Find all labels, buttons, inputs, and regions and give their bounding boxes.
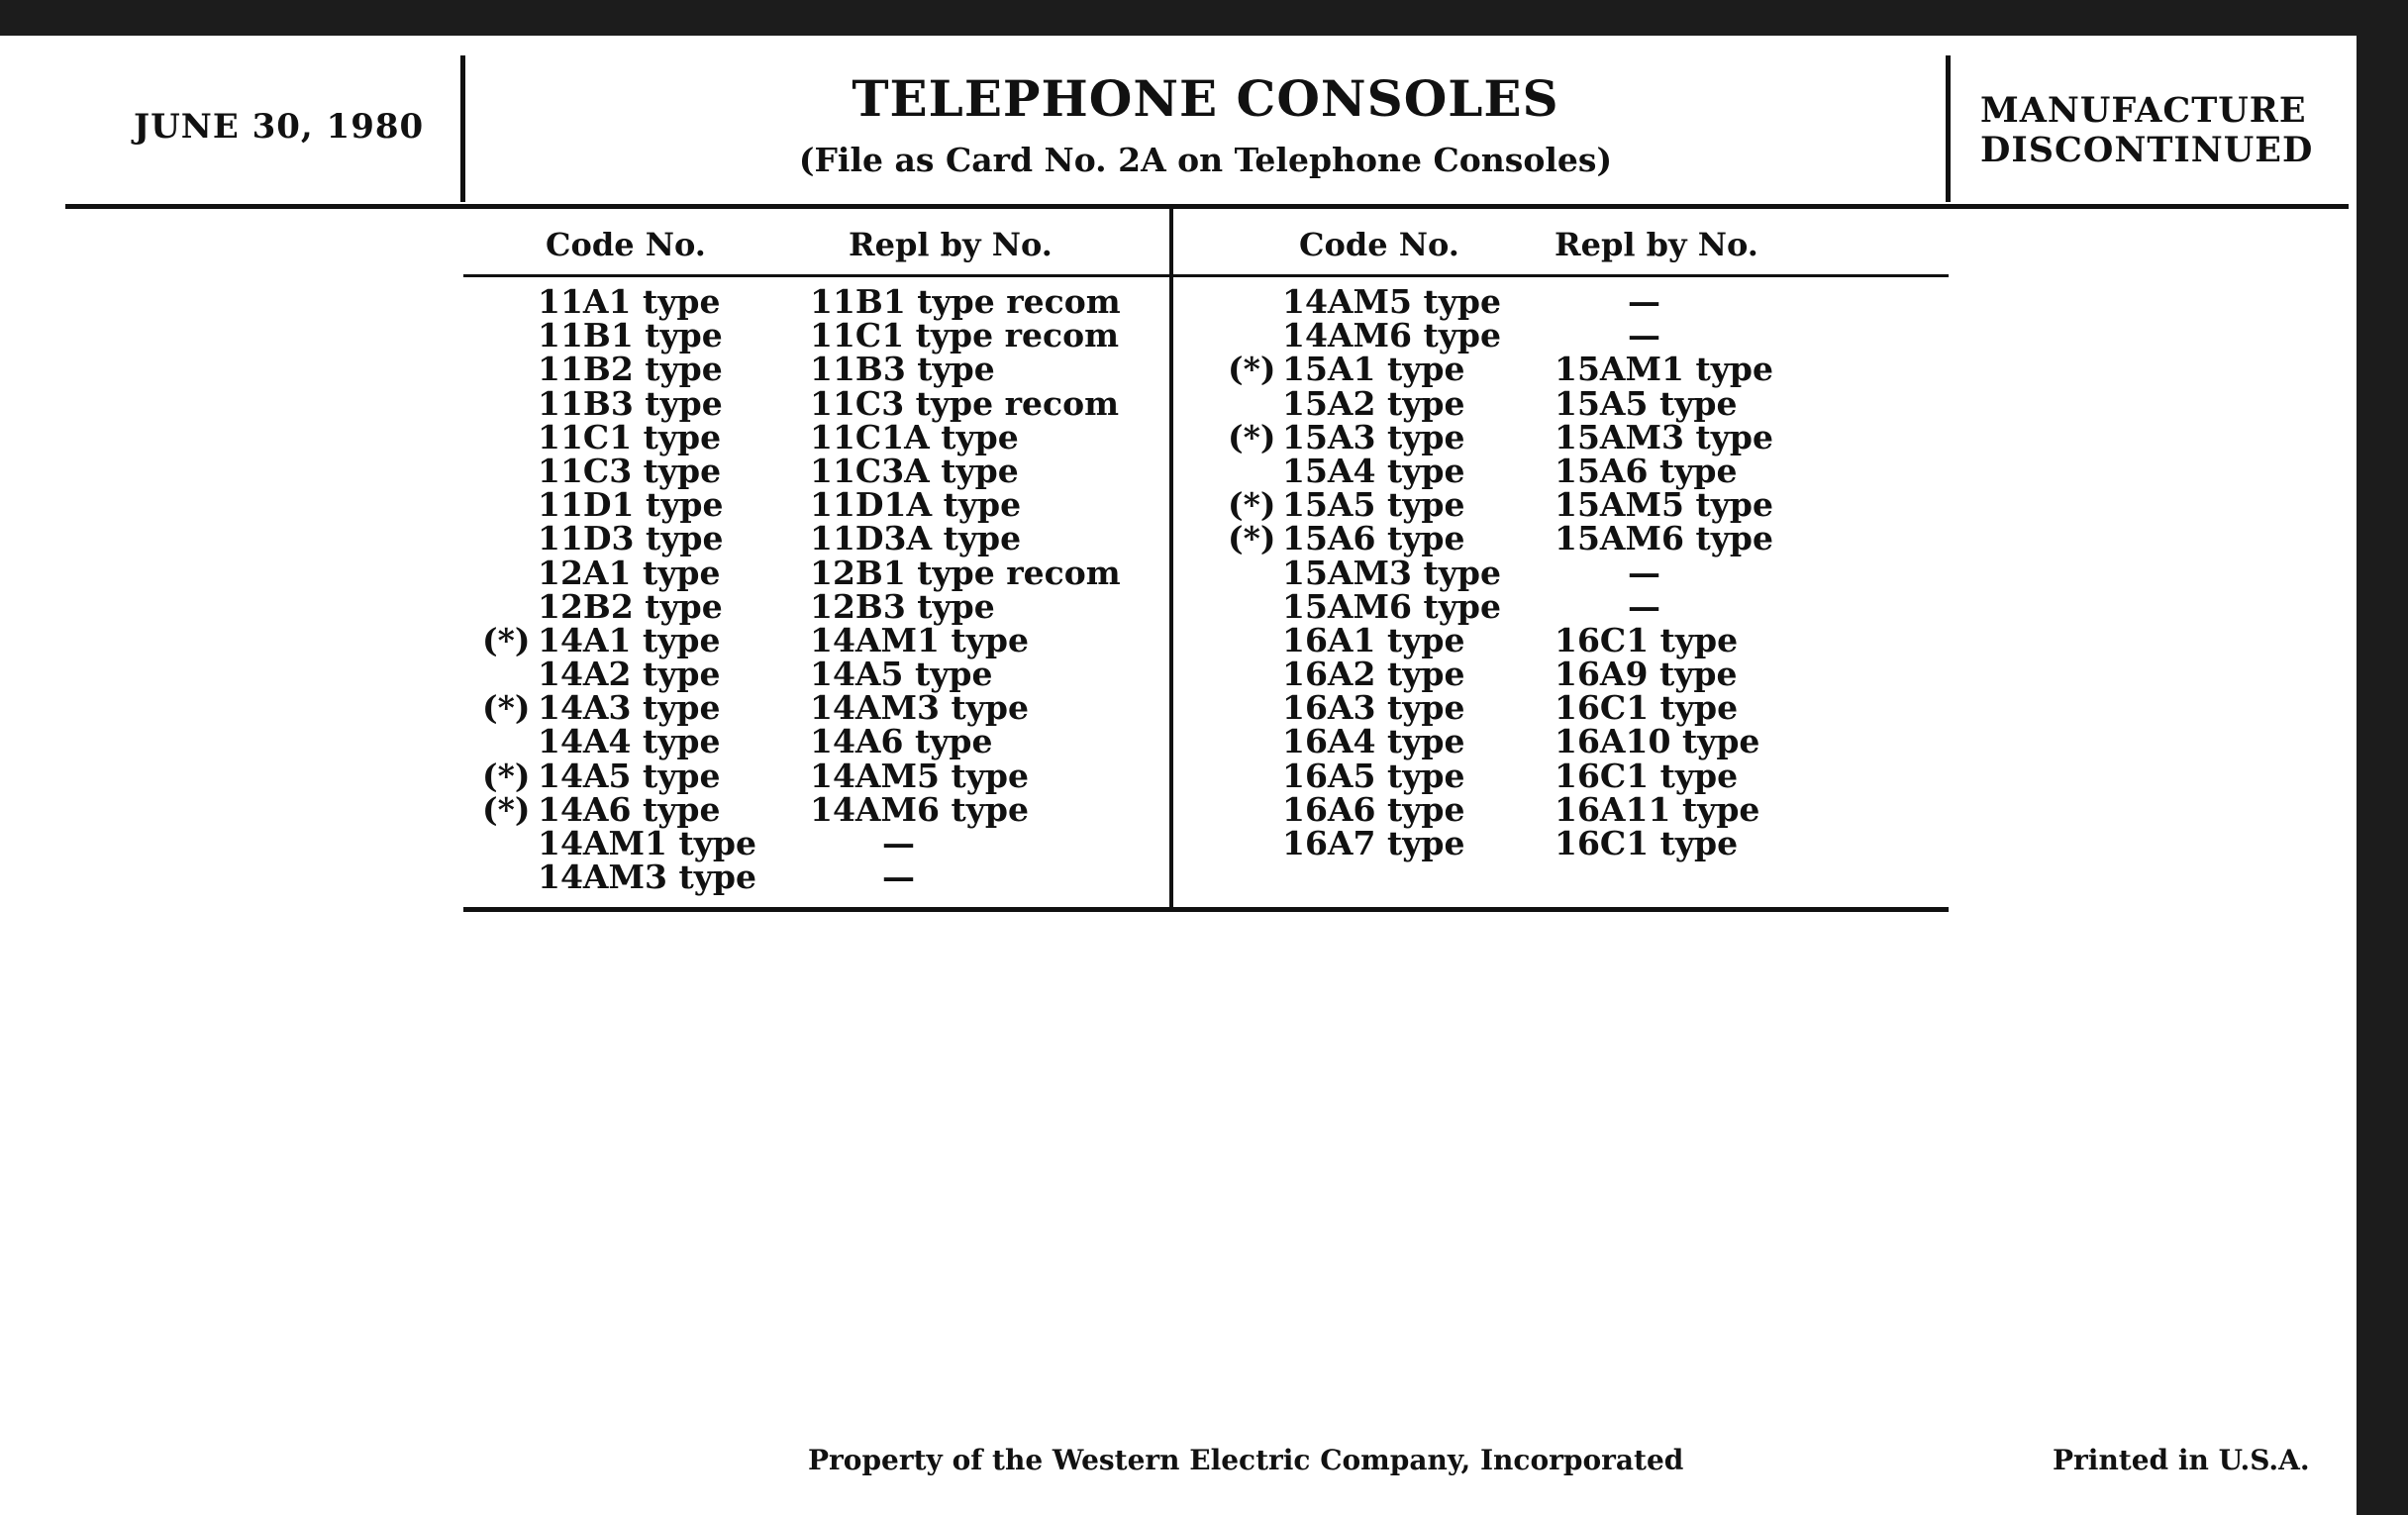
property-notice: Property of the Western Electric Company, Incorporated — [808, 1444, 1684, 1476]
replacement-number: 12B3 type — [810, 586, 995, 626]
code-number: 15AM6 type — [1282, 586, 1501, 626]
replacement-number: 11C1A type — [810, 417, 1019, 456]
replacement-number: — — [1628, 553, 1660, 592]
code-number: 16A7 type — [1282, 824, 1465, 862]
table-row — [0, 316, 2357, 355]
replacement-number: 11D3A type — [810, 519, 1022, 558]
code-number: 11C1 type — [538, 417, 722, 456]
replacement-number: 11B3 type — [810, 350, 995, 389]
table-row — [0, 586, 2357, 626]
replacement-number: 15AM1 type — [1555, 350, 1773, 389]
table-row — [0, 553, 2357, 592]
replacement-number: 14A5 type — [810, 655, 993, 694]
code-number: 15A6 type — [1282, 519, 1465, 558]
code-number: 15A5 type — [1282, 485, 1465, 525]
replacement-number: 14AM3 type — [810, 688, 1029, 728]
right-code-header: Code No. — [1299, 226, 1459, 263]
replacement-number: 14AM5 type — [810, 756, 1029, 795]
table-row — [0, 688, 2357, 728]
code-number: 11B2 type — [538, 350, 723, 389]
left-repl-header: Repl by No. — [849, 226, 1053, 263]
replacement-number: 14A6 type — [810, 722, 993, 761]
code-number: 16A3 type — [1282, 688, 1465, 728]
right-repl-header: Repl by No. — [1555, 226, 1758, 263]
code-number: 16A6 type — [1282, 789, 1465, 829]
code-number: 14AM5 type — [1282, 282, 1501, 321]
replacement-number: 14AM1 type — [810, 620, 1029, 659]
code-number: 11D1 type — [538, 485, 724, 525]
asterisk-mark: (*) — [1228, 417, 1276, 456]
code-number: 14AM3 type — [538, 858, 756, 897]
table-row — [0, 756, 2357, 795]
code-number: 14A5 type — [538, 756, 721, 795]
replacement-number: — — [1628, 316, 1660, 355]
status-line-1: MANUFACTURE — [1980, 90, 2307, 131]
page-subtitle: (File as Card No. 2A on Telephone Consoles) — [798, 141, 1613, 179]
replacement-number: 16A11 type — [1555, 789, 1760, 829]
code-number: 16A5 type — [1282, 756, 1465, 795]
document-card — [0, 36, 2357, 1515]
code-number: 11D3 type — [538, 519, 724, 558]
table-row — [0, 350, 2357, 389]
code-number: 14AM6 type — [1282, 316, 1501, 355]
table-row — [0, 620, 2357, 659]
header-divider-right — [1946, 55, 1951, 202]
replacement-number: — — [882, 824, 915, 862]
replacement-number: 16C1 type — [1555, 688, 1739, 728]
replacement-number: 11D1A type — [810, 485, 1022, 525]
replacement-number: 11B1 type recom — [810, 282, 1121, 321]
asterisk-mark: (*) — [482, 789, 531, 829]
code-number: 11C3 type — [538, 451, 722, 490]
code-number: 12A1 type — [538, 553, 721, 592]
issue-date: JUNE 30, 1980 — [134, 107, 425, 147]
replacement-number: — — [882, 858, 915, 897]
replacement-number: 15AM6 type — [1555, 519, 1773, 558]
code-number: 14AM1 type — [538, 824, 756, 862]
replacement-number: 16A10 type — [1555, 722, 1760, 761]
code-number: 14A4 type — [538, 722, 721, 761]
replacement-number: 14AM6 type — [810, 789, 1029, 829]
replacement-number: 15A5 type — [1555, 383, 1738, 423]
left-code-header: Code No. — [546, 226, 706, 263]
code-number: 14A3 type — [538, 688, 721, 728]
table-row — [0, 417, 2357, 456]
table-row — [0, 789, 2357, 829]
code-number: 14A1 type — [538, 620, 721, 659]
table-row — [0, 282, 2357, 321]
code-number: 12B2 type — [538, 586, 723, 626]
replacement-number: 16A9 type — [1555, 655, 1738, 694]
table-row — [0, 451, 2357, 490]
table-row — [0, 655, 2357, 694]
replacement-number: 15A6 type — [1555, 451, 1738, 490]
table-row — [0, 485, 2357, 525]
code-number: 15AM3 type — [1282, 553, 1501, 592]
printed-notice: Printed in U.S.A. — [2053, 1444, 2310, 1476]
asterisk-mark: (*) — [482, 688, 531, 728]
table-row — [0, 722, 2357, 761]
header-rule — [65, 204, 2349, 209]
replacement-number: 16C1 type — [1555, 756, 1739, 795]
asterisk-mark: (*) — [1228, 485, 1276, 525]
table-header-rule — [463, 274, 1949, 277]
replacement-number: — — [1628, 586, 1660, 626]
table-row — [0, 824, 2357, 862]
replacement-number: 11C3A type — [810, 451, 1019, 490]
code-number: 16A2 type — [1282, 655, 1465, 694]
code-number: 11A1 type — [538, 282, 721, 321]
code-number: 15A1 type — [1282, 350, 1465, 389]
code-number: 11B3 type — [538, 383, 723, 423]
replacement-number: 11C1 type recom — [810, 316, 1120, 355]
code-number: 15A3 type — [1282, 417, 1465, 456]
code-number: 11B1 type — [538, 316, 723, 355]
table-row — [0, 383, 2357, 423]
code-number: 14A2 type — [538, 655, 721, 694]
asterisk-mark: (*) — [482, 620, 531, 659]
replacement-number: 11C3 type recom — [810, 383, 1120, 423]
replacement-number: 16C1 type — [1555, 620, 1739, 659]
table-row — [0, 858, 1168, 897]
code-number: 14A6 type — [538, 789, 721, 829]
asterisk-mark: (*) — [1228, 350, 1276, 389]
status-line-2: DISCONTINUED — [1980, 130, 2314, 170]
status-label — [1980, 91, 2313, 170]
code-number: 15A2 type — [1282, 383, 1465, 423]
code-number: 16A1 type — [1282, 620, 1465, 659]
replacement-number: 15AM5 type — [1555, 485, 1773, 525]
table-row — [0, 519, 2357, 558]
replacement-number: — — [1628, 282, 1660, 321]
code-number: 15A4 type — [1282, 451, 1465, 490]
right-table — [0, 282, 2357, 862]
replacement-number: 15AM3 type — [1555, 417, 1773, 456]
page-title: TELEPHONE CONSOLES — [852, 69, 1559, 128]
code-number: 16A4 type — [1282, 722, 1465, 761]
replacement-number: 12B1 type recom — [810, 553, 1121, 592]
replacement-number: 16C1 type — [1555, 824, 1739, 862]
table-bottom-rule — [463, 907, 1949, 912]
asterisk-mark: (*) — [482, 756, 531, 795]
asterisk-mark: (*) — [1228, 519, 1276, 558]
